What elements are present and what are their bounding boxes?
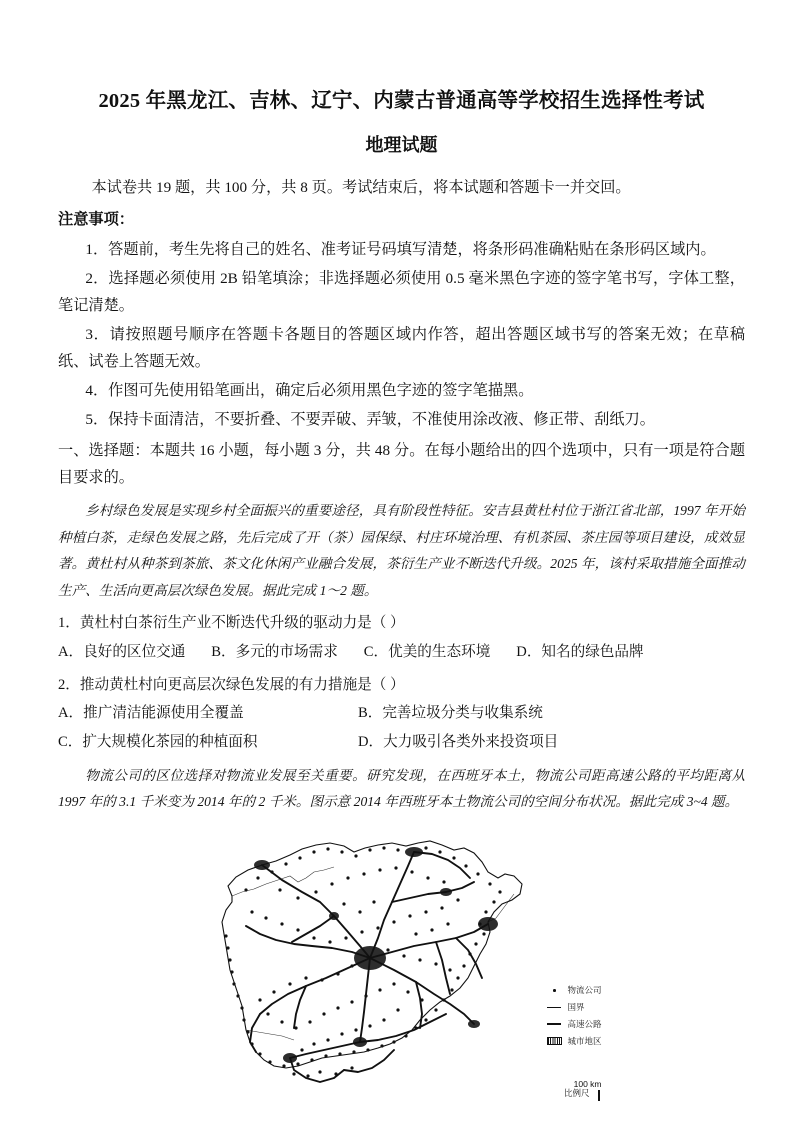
scale-value: 100 km [573,1078,602,1089]
legend-label-logistics-company: 物流公司 [567,985,602,996]
thin-line-icon [541,1007,567,1008]
legend-label-national-border: 国界 [567,1002,585,1013]
map-scale [563,1078,602,1100]
legend-row-urban-area [541,1033,601,1050]
notice-item-5: 5．保持卡面清洁，不要折叠、不要弄破、弄皱，不准使用涂改液、修正带、刮纸刀。 [85,411,655,429]
legend-label-motorway: 高速公路 [567,1019,602,1030]
page-title: 2025 年黑龙江、吉林、辽宁、内蒙古普通高等学校招生选择性考试 [98,90,705,112]
scale-label: 比例尺 [563,1087,590,1098]
scale-bar-graphic [598,1090,600,1101]
notice-item-4: 4．作图可先使用铅笔画出，确定后必须用黑色字迹的签字笔描黑。 [85,382,534,400]
page-subtitle: 地理试题 [365,134,438,155]
map-graphic [202,834,602,1104]
spain-logistics-map [202,834,602,1104]
question-1-option-a[interactable]: A．良好的区位交通 [58,643,186,660]
question-2-option-d[interactable]: D．大力吸引各类外来投资项目 [358,733,559,750]
question-2-option-c[interactable]: C．扩大规模化茶园的种植面积 [58,733,258,750]
notice-item-3: 3．请按照题号顺序在答题卡各题目的答题区域内作答，超出答题区域书写的答案无效；在草稿纸、试卷上答题无效。 [58,326,745,371]
question-2-option-a[interactable]: A．推广清洁能源使用全覆盖 [58,704,244,721]
map-legend [541,982,601,1050]
legend-label-urban-area: 城市地区 [567,1036,602,1047]
thick-line-icon [541,1023,567,1025]
legend-row-motorway [541,1016,601,1033]
figure-container [58,834,745,1104]
question-2-options-row-2 [58,729,745,756]
question-1-options [58,639,745,666]
notice-heading: 注意事项： [58,211,134,229]
question-2-stem: 2．推动黄杜村向更高层次绿色发展的有力措施是（ ） [58,676,405,693]
passage-rural-green-development: 乡村绿色发展是实现乡村全面振兴的重要途径，具有阶段性特征。安吉县黄杜村位于浙江省北部，1997 年开始种植白茶，走绿色发展之路，先后完成了开（茶）园保绿、村庄环境治理、有机茶园、茶庄园等项目建设，成效显著。黄杜村从种茶到茶旅、茶文化休闲产业融合发展，茶衍生产业不断迭代升级。2025 年，该村采取措施全面推动生产、生活向更高层次绿色发展。据此完成 1～2 题。 [58,503,745,598]
dot-icon [541,989,567,992]
exam-info-line: 本试卷共 19 题，共 100 分，共 8 页。考试结束后，将本试题和答题卡一并交回。 [91,178,631,196]
question-1-stem: 1．黄杜村白茶衍生产业不断迭代升级的驱动力是（ ） [58,615,405,632]
notice-item-2: 2．选择题必须使用 2B 铅笔填涂；非选择题必须使用 0.5 毫米黑色字迹的签字笔书写，字体工整，笔记清楚。 [58,269,745,315]
section-one-heading: 一、选择题：本题共 16 小题，每小题 3 分，共 48 分。在每小题给出的四个选项中，只有一项是符合题目要求的。 [58,442,745,487]
question-1-option-c[interactable]: C．优美的生态环境 [363,643,491,660]
question-1-option-b[interactable]: B．多元的市场需求 [211,643,338,660]
question-2-options-row-1 [58,700,745,727]
notice-item-1: 1．答题前，考生先将自己的姓名、准考证号码填写清楚，将条形码准确粘贴在条形码区域内。 [85,240,716,258]
legend-row-national-border [541,999,601,1016]
hatch-pattern-icon [541,1037,567,1045]
passage-logistics-spain: 物流公司的区位选择对物流业发展至关重要。研究发现，在西班牙本土，物流公司距高速公路的平均距离从 1997 年的 3.1 千米变为 2014 年的 2 千米。图示意 2014 年西班牙本土物流公司的空间分布状况。据此完成 3~4 题。 [58,767,745,810]
urban-areas [254,847,498,1063]
question-2-option-b[interactable]: B．完善垃圾分类与收集系统 [358,704,543,721]
question-1-option-d[interactable]: D．知名的绿色品牌 [516,643,644,660]
legend-row-logistics-company [541,982,601,999]
